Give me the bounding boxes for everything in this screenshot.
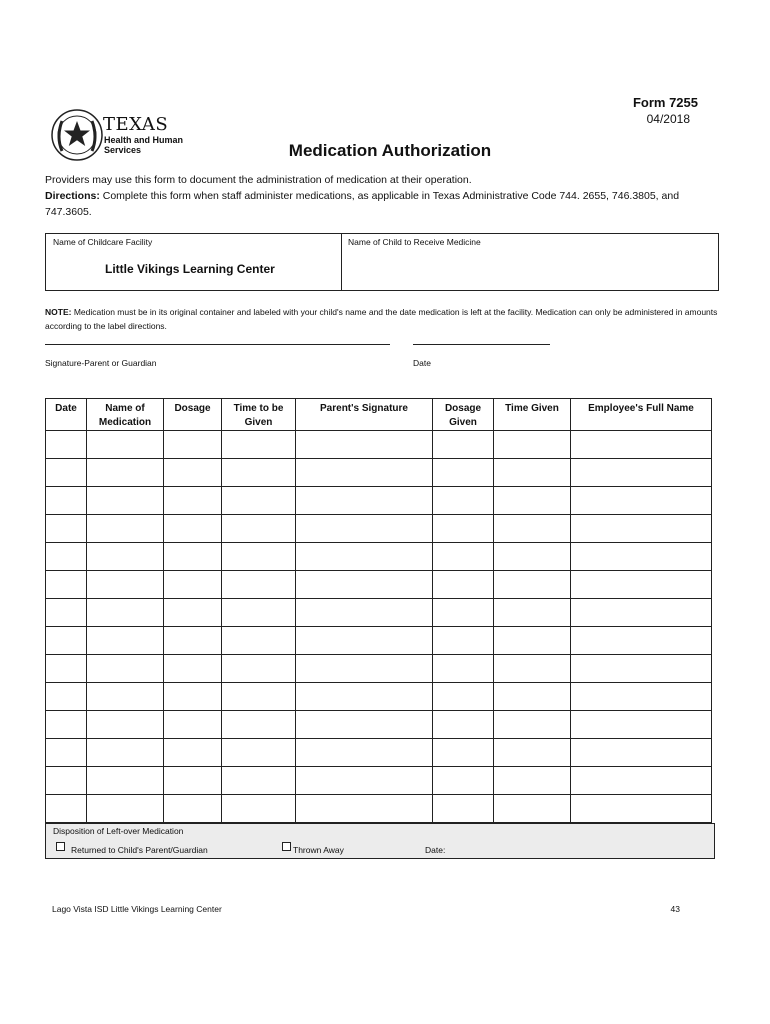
- signature-date-field[interactable]: [413, 344, 550, 345]
- table-row: [46, 571, 712, 599]
- table-cell[interactable]: [222, 543, 296, 571]
- thrown-away-label: Thrown Away: [293, 845, 344, 855]
- table-row: [46, 599, 712, 627]
- table-cell[interactable]: [494, 683, 571, 711]
- table-cell[interactable]: [433, 571, 494, 599]
- table-cell[interactable]: [494, 487, 571, 515]
- intro-text: [45, 172, 725, 220]
- table-cell[interactable]: [494, 459, 571, 487]
- table-cell[interactable]: [164, 627, 222, 655]
- table-cell[interactable]: [494, 711, 571, 739]
- logo-subtitle: [104, 135, 183, 155]
- table-cell[interactable]: [222, 683, 296, 711]
- table-cell[interactable]: [296, 795, 433, 823]
- table-cell[interactable]: [222, 431, 296, 459]
- facility-field[interactable]: Little Vikings Learning Center: [105, 262, 275, 276]
- table-cell[interactable]: [433, 515, 494, 543]
- medication-log-table: [45, 398, 712, 823]
- table-row: [46, 487, 712, 515]
- table-cell[interactable]: [222, 571, 296, 599]
- table-cell[interactable]: [87, 655, 164, 683]
- table-cell[interactable]: [433, 767, 494, 795]
- note-text: [45, 305, 725, 333]
- table-cell[interactable]: [46, 739, 87, 767]
- table-cell[interactable]: [494, 515, 571, 543]
- table-cell[interactable]: [571, 767, 712, 795]
- signature-label: Signature-Parent or Guardian: [45, 358, 157, 368]
- facility-label: Name of Childcare Facility: [53, 237, 153, 247]
- table-cell[interactable]: [164, 571, 222, 599]
- table-cell[interactable]: [222, 515, 296, 543]
- thrown-away-checkbox[interactable]: [282, 842, 291, 851]
- table-cell[interactable]: [87, 711, 164, 739]
- table-cell[interactable]: [571, 487, 712, 515]
- table-cell[interactable]: [494, 543, 571, 571]
- column-header-time-to-be-given: Time to be Given: [222, 399, 296, 431]
- table-cell[interactable]: [87, 599, 164, 627]
- column-header-time-given: Time Given: [494, 399, 571, 431]
- table-cell[interactable]: [222, 655, 296, 683]
- table-cell[interactable]: [571, 795, 712, 823]
- table-cell[interactable]: [222, 627, 296, 655]
- table-cell[interactable]: [296, 487, 433, 515]
- table-cell[interactable]: [296, 459, 433, 487]
- form-revision-date: 04/2018: [646, 112, 690, 126]
- table-cell[interactable]: [222, 599, 296, 627]
- signature-date-label: Date: [413, 358, 431, 368]
- table-cell[interactable]: [87, 431, 164, 459]
- column-header-dosage: Dosage: [164, 399, 222, 431]
- table-cell[interactable]: [494, 795, 571, 823]
- table-cell[interactable]: [222, 487, 296, 515]
- table-cell[interactable]: [164, 459, 222, 487]
- table-cell[interactable]: [46, 655, 87, 683]
- table-row: [46, 767, 712, 795]
- returned-checkbox[interactable]: [56, 842, 65, 851]
- child-name-label: Name of Child to Receive Medicine: [348, 237, 481, 247]
- table-cell[interactable]: [433, 655, 494, 683]
- table-cell[interactable]: [571, 431, 712, 459]
- page-title: Medication Authorization: [288, 141, 492, 160]
- table-cell[interactable]: [87, 683, 164, 711]
- table-cell[interactable]: [296, 739, 433, 767]
- table-cell[interactable]: [494, 599, 571, 627]
- table-cell[interactable]: [87, 627, 164, 655]
- table-cell[interactable]: [46, 543, 87, 571]
- table-cell[interactable]: [46, 683, 87, 711]
- table-cell[interactable]: [494, 655, 571, 683]
- table-cell[interactable]: [164, 543, 222, 571]
- table-cell[interactable]: [433, 599, 494, 627]
- table-cell[interactable]: [571, 655, 712, 683]
- table-cell[interactable]: [571, 627, 712, 655]
- table-cell[interactable]: [164, 515, 222, 543]
- table-cell[interactable]: [46, 431, 87, 459]
- table-cell[interactable]: [433, 627, 494, 655]
- page-number: 43: [670, 904, 680, 914]
- disposition-date-label: Date:: [425, 845, 446, 855]
- directions-text: Complete this form when staff administer medications, as applicable in Texas Administrative Code 744. 2655, 746.3805, and 747.3605.: [45, 190, 680, 218]
- table-cell[interactable]: [87, 767, 164, 795]
- table-cell[interactable]: [494, 571, 571, 599]
- table-row: [46, 515, 712, 543]
- intro-line: Providers may use this form to document the administration of medication at their operation.: [45, 174, 472, 186]
- table-cell[interactable]: [87, 739, 164, 767]
- column-header-date: Date: [46, 399, 87, 431]
- table-cell[interactable]: [164, 655, 222, 683]
- table-cell[interactable]: [222, 459, 296, 487]
- table-cell[interactable]: [433, 543, 494, 571]
- table-cell[interactable]: [571, 683, 712, 711]
- table-cell[interactable]: [571, 711, 712, 739]
- table-row: [46, 627, 712, 655]
- table-cell[interactable]: [87, 571, 164, 599]
- table-row: [46, 683, 712, 711]
- table-cell[interactable]: [46, 515, 87, 543]
- note-label: NOTE:: [45, 307, 72, 317]
- table-cell[interactable]: [296, 627, 433, 655]
- table-cell[interactable]: [296, 711, 433, 739]
- child-name-field[interactable]: [348, 252, 712, 286]
- form-number: Form 7255: [632, 95, 698, 110]
- table-cell[interactable]: [433, 739, 494, 767]
- table-cell[interactable]: [433, 683, 494, 711]
- footer-organization: Lago Vista ISD Little Vikings Learning Center: [52, 904, 222, 914]
- info-box-divider: [341, 234, 342, 290]
- table-cell[interactable]: [433, 431, 494, 459]
- table-cell[interactable]: [46, 599, 87, 627]
- table-row: [46, 543, 712, 571]
- directions: [45, 188, 725, 220]
- table-cell[interactable]: [222, 795, 296, 823]
- table-cell[interactable]: [494, 627, 571, 655]
- signature-field[interactable]: [45, 344, 390, 345]
- directions-label: Directions:: [45, 190, 100, 202]
- table-cell[interactable]: [46, 767, 87, 795]
- table-cell[interactable]: [87, 543, 164, 571]
- table-row: [46, 711, 712, 739]
- table-header-row: [46, 399, 712, 431]
- table-cell[interactable]: [571, 599, 712, 627]
- table-cell[interactable]: [222, 711, 296, 739]
- table-cell[interactable]: [494, 767, 571, 795]
- table-row: [46, 739, 712, 767]
- logo-wordmark: TEXAS: [103, 114, 169, 135]
- table-row: [46, 795, 712, 823]
- table-cell[interactable]: [296, 683, 433, 711]
- table-cell[interactable]: [433, 487, 494, 515]
- table-cell[interactable]: [296, 655, 433, 683]
- table-cell[interactable]: [164, 711, 222, 739]
- table-cell[interactable]: [296, 599, 433, 627]
- table-cell[interactable]: [433, 459, 494, 487]
- table-cell[interactable]: [494, 739, 571, 767]
- table-cell[interactable]: [164, 767, 222, 795]
- table-cell[interactable]: [164, 431, 222, 459]
- returned-label: Returned to Child's Parent/Guardian: [71, 845, 208, 855]
- table-cell[interactable]: [164, 599, 222, 627]
- logo-subtitle-line1: Health and Human: [104, 135, 184, 145]
- table-cell[interactable]: [87, 515, 164, 543]
- table-cell[interactable]: [222, 739, 296, 767]
- disposition-title: Disposition of Left-over Medication: [53, 826, 184, 836]
- table-cell[interactable]: [494, 431, 571, 459]
- table-cell[interactable]: [87, 459, 164, 487]
- column-header-dosage-given: Dosage Given: [433, 399, 494, 431]
- table-cell[interactable]: [296, 543, 433, 571]
- table-cell[interactable]: [46, 459, 87, 487]
- table-cell[interactable]: [571, 739, 712, 767]
- medication-log-body: [46, 431, 712, 823]
- table-cell[interactable]: [164, 683, 222, 711]
- table-cell[interactable]: [46, 795, 87, 823]
- table-cell[interactable]: [571, 543, 712, 571]
- column-header-parent-signature: Parent's Signature: [296, 399, 433, 431]
- column-header-employee-name: Employee's Full Name: [571, 399, 712, 431]
- table-cell[interactable]: [222, 767, 296, 795]
- table-cell[interactable]: [433, 711, 494, 739]
- column-header-medication-name: Name of Medication: [87, 399, 164, 431]
- table-cell[interactable]: [164, 795, 222, 823]
- logo-subtitle-line2: Services: [104, 145, 142, 155]
- table-cell[interactable]: [46, 711, 87, 739]
- table-cell[interactable]: [433, 795, 494, 823]
- table-cell[interactable]: [296, 571, 433, 599]
- note-body: Medication must be in its original container and labeled with your child's name and the date medication is left at the facility. Medication can only be administered in amounts according to the label directions.: [45, 307, 718, 331]
- table-cell[interactable]: [164, 739, 222, 767]
- table-cell[interactable]: [46, 571, 87, 599]
- table-cell[interactable]: [87, 795, 164, 823]
- table-cell[interactable]: [571, 459, 712, 487]
- table-row: [46, 655, 712, 683]
- table-cell[interactable]: [296, 431, 433, 459]
- table-cell[interactable]: [164, 487, 222, 515]
- table-cell[interactable]: [571, 571, 712, 599]
- table-cell[interactable]: [296, 767, 433, 795]
- table-row: [46, 459, 712, 487]
- table-cell[interactable]: [571, 515, 712, 543]
- table-cell[interactable]: [87, 487, 164, 515]
- table-cell[interactable]: [46, 627, 87, 655]
- table-cell[interactable]: [46, 487, 87, 515]
- table-cell[interactable]: [296, 515, 433, 543]
- table-row: [46, 431, 712, 459]
